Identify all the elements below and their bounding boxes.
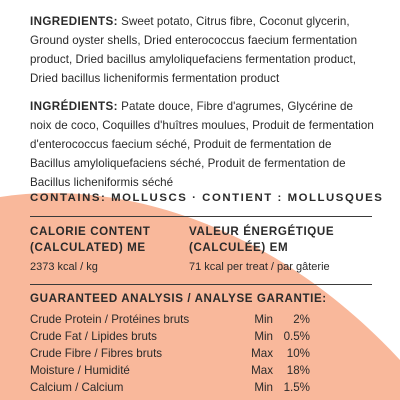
calorie-title-fr-line1: VALEUR ÉNERGÉTIQUE bbox=[189, 225, 335, 238]
divider bbox=[30, 284, 372, 285]
analysis-value: 2% bbox=[293, 313, 310, 326]
analysis-qualifier: Min bbox=[254, 313, 273, 326]
analysis-nutrient: Moisture / Humidité bbox=[30, 364, 130, 377]
ingredients-french bbox=[30, 97, 375, 192]
ingredients-fr-label: INGRÉDIENTS: bbox=[30, 100, 118, 113]
analysis-value: 10% bbox=[286, 347, 310, 360]
analysis-nutrient: Crude Fat / Lipides bruts bbox=[30, 330, 157, 343]
analysis-qualifier: Max bbox=[251, 347, 273, 360]
analysis-qualifier: Min bbox=[254, 330, 273, 343]
calorie-value-fr: 71 kcal per treat / par gâterie bbox=[189, 261, 330, 273]
analysis-qualifier: Min bbox=[254, 381, 273, 394]
allergen-statement: CONTAINS: MOLLUSCS · CONTIENT : MOLLUSQUES bbox=[30, 192, 384, 204]
divider bbox=[30, 216, 372, 217]
analysis-nutrient: Crude Protein / Protéines bruts bbox=[30, 313, 190, 326]
analysis-row bbox=[30, 345, 310, 362]
analysis-value: 0.5% bbox=[283, 330, 310, 343]
calorie-content-en bbox=[30, 224, 180, 275]
calorie-content-fr bbox=[189, 224, 379, 275]
analysis-row bbox=[30, 379, 310, 396]
ingredients-en-text: Sweet potato, Citrus fibre, Coconut glycerin, Ground oyster shells, Dried enterococcus faecium fermentation product, Dried bacillus amyloliquefaciens fermentation product, Dried bacillus licheniformis fermentation product bbox=[30, 15, 358, 85]
ingredients-fr-text: Patate douce, Fibre d'agrumes, Glycérine de noix de coco, Coquilles d'huîtres moulues, Produit de fermentation d'enterococcus faecium séché, Produit de fermentation de Bacillus amyloliquefaciens séché, Produit de fermentation de Bacillus licheniformis séché bbox=[30, 100, 374, 189]
calorie-title-en-line1: CALORIE CONTENT bbox=[30, 225, 151, 238]
calorie-title-en-line2: (CALCULATED) ME bbox=[30, 241, 146, 254]
analysis-value: 1.5% bbox=[283, 381, 310, 394]
analysis-row bbox=[30, 328, 310, 345]
analysis-row bbox=[30, 362, 310, 379]
ingredients-en-label: INGREDIENTS: bbox=[30, 15, 118, 28]
analysis-value: 18% bbox=[286, 364, 310, 377]
guaranteed-analysis-title: GUARANTEED ANALYSIS / ANALYSE GARANTIE: bbox=[30, 292, 327, 305]
analysis-qualifier: Max bbox=[251, 364, 273, 377]
guaranteed-analysis-table bbox=[30, 311, 310, 396]
analysis-nutrient: Calcium / Calcium bbox=[30, 381, 124, 394]
analysis-row bbox=[30, 311, 310, 328]
calorie-value-en: 2373 kcal / kg bbox=[30, 261, 98, 273]
calorie-title-fr-line2: (CALCULÉE) EM bbox=[189, 241, 289, 254]
analysis-nutrient: Crude Fibre / Fibres bruts bbox=[30, 347, 163, 360]
ingredients-english bbox=[30, 12, 375, 88]
